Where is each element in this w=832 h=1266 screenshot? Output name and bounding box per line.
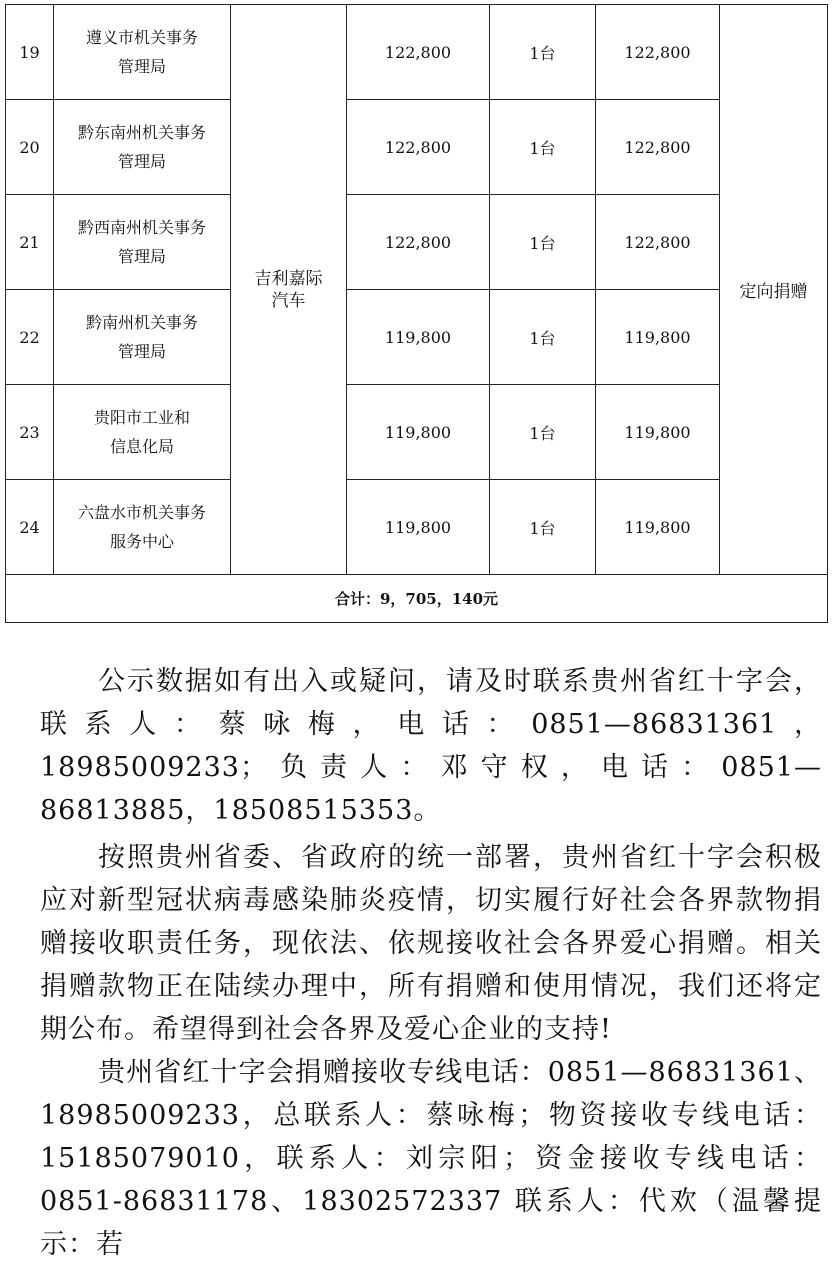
hotline-paragraph: 贵州省红十字会捐赠接收专线电话：0851—86831361、18985009233，总联系人：蔡咏梅；物资接收专线电话：15185079010，联系人：刘宗阳；资金接收专线电话：0851-86831178、18302572337 联系人：代欢（温馨提示：若 xyxy=(40,1057,822,1260)
row-number: 20 xyxy=(6,100,54,195)
notice-paragraph: 按照贵州省委、省政府的统一部署，贵州省红十字会积极应对新型冠状病毒感染肺炎疫情，切实履行好社会各界款物捐赠接收职责任务，现依法、依规接收社会各界爱心捐赠。相关捐赠款物正在陆续办理中，所有捐赠和使用情况，我们还将定期公布。希望得到社会各界及爱心企业的支持! xyxy=(40,842,822,1045)
recipient-line: 黔东南州机关事务 xyxy=(77,123,206,142)
recipient-line: 黔西南州机关事务 xyxy=(77,218,206,237)
total-amount: 合计：9，705，140元 xyxy=(6,575,828,623)
quantity: 1台 xyxy=(490,100,596,195)
recipient-line: 管理局 xyxy=(117,57,166,76)
unit-price: 122,800 xyxy=(347,5,490,100)
recipient-cell xyxy=(54,385,231,480)
row-number: 24 xyxy=(6,480,54,575)
amount: 122,800 xyxy=(596,195,720,290)
contact-paragraph: 公示数据如有出入或疑问，请及时联系贵州省红十字会，联系人：蔡咏梅，电话：0851—86831361，18985009233；负责人：邓守权，电话：0851—86813885，18508515353。 xyxy=(40,666,822,826)
recipient-line: 管理局 xyxy=(117,152,166,171)
recipient-cell xyxy=(54,5,231,100)
table-row xyxy=(6,290,828,385)
donation-table xyxy=(5,4,828,623)
recipient-line: 信息化局 xyxy=(109,437,174,456)
table-row xyxy=(6,100,828,195)
recipient-line: 贵阳市工业和 xyxy=(93,408,190,427)
table-row xyxy=(6,195,828,290)
amount: 122,800 xyxy=(596,100,720,195)
amount: 119,800 xyxy=(596,385,720,480)
row-number: 23 xyxy=(6,385,54,480)
recipient-line: 服务中心 xyxy=(109,532,174,551)
recipient-line: 管理局 xyxy=(117,342,166,361)
donor-line: 吉利嘉际 xyxy=(254,268,323,289)
quantity: 1台 xyxy=(490,5,596,100)
quantity: 1台 xyxy=(490,385,596,480)
amount: 122,800 xyxy=(596,5,720,100)
amount: 119,800 xyxy=(596,480,720,575)
row-number: 21 xyxy=(6,195,54,290)
quantity: 1台 xyxy=(490,195,596,290)
row-number: 22 xyxy=(6,290,54,385)
recipient-line: 六盘水市机关事务 xyxy=(77,503,206,522)
recipient-cell xyxy=(54,100,231,195)
amount: 119,800 xyxy=(596,290,720,385)
donation-method: 定向捐赠 xyxy=(720,5,828,575)
recipient-line: 黔南州机关事务 xyxy=(85,313,198,332)
total-row xyxy=(6,575,828,623)
table-row xyxy=(6,385,828,480)
unit-price: 119,800 xyxy=(347,290,490,385)
quantity: 1台 xyxy=(490,480,596,575)
quantity: 1台 xyxy=(490,290,596,385)
donor-line: 汽车 xyxy=(271,290,306,311)
unit-price: 122,800 xyxy=(347,195,490,290)
recipient-cell xyxy=(54,480,231,575)
row-number: 19 xyxy=(6,5,54,100)
unit-price: 119,800 xyxy=(347,385,490,480)
unit-price: 119,800 xyxy=(347,480,490,575)
recipient-line: 遵义市机关事务 xyxy=(85,28,198,47)
recipient-cell xyxy=(54,195,231,290)
donor-cell xyxy=(231,5,347,575)
unit-price: 122,800 xyxy=(347,100,490,195)
recipient-line: 管理局 xyxy=(117,247,166,266)
table-row xyxy=(6,480,828,575)
table-row xyxy=(6,5,828,100)
recipient-cell xyxy=(54,290,231,385)
